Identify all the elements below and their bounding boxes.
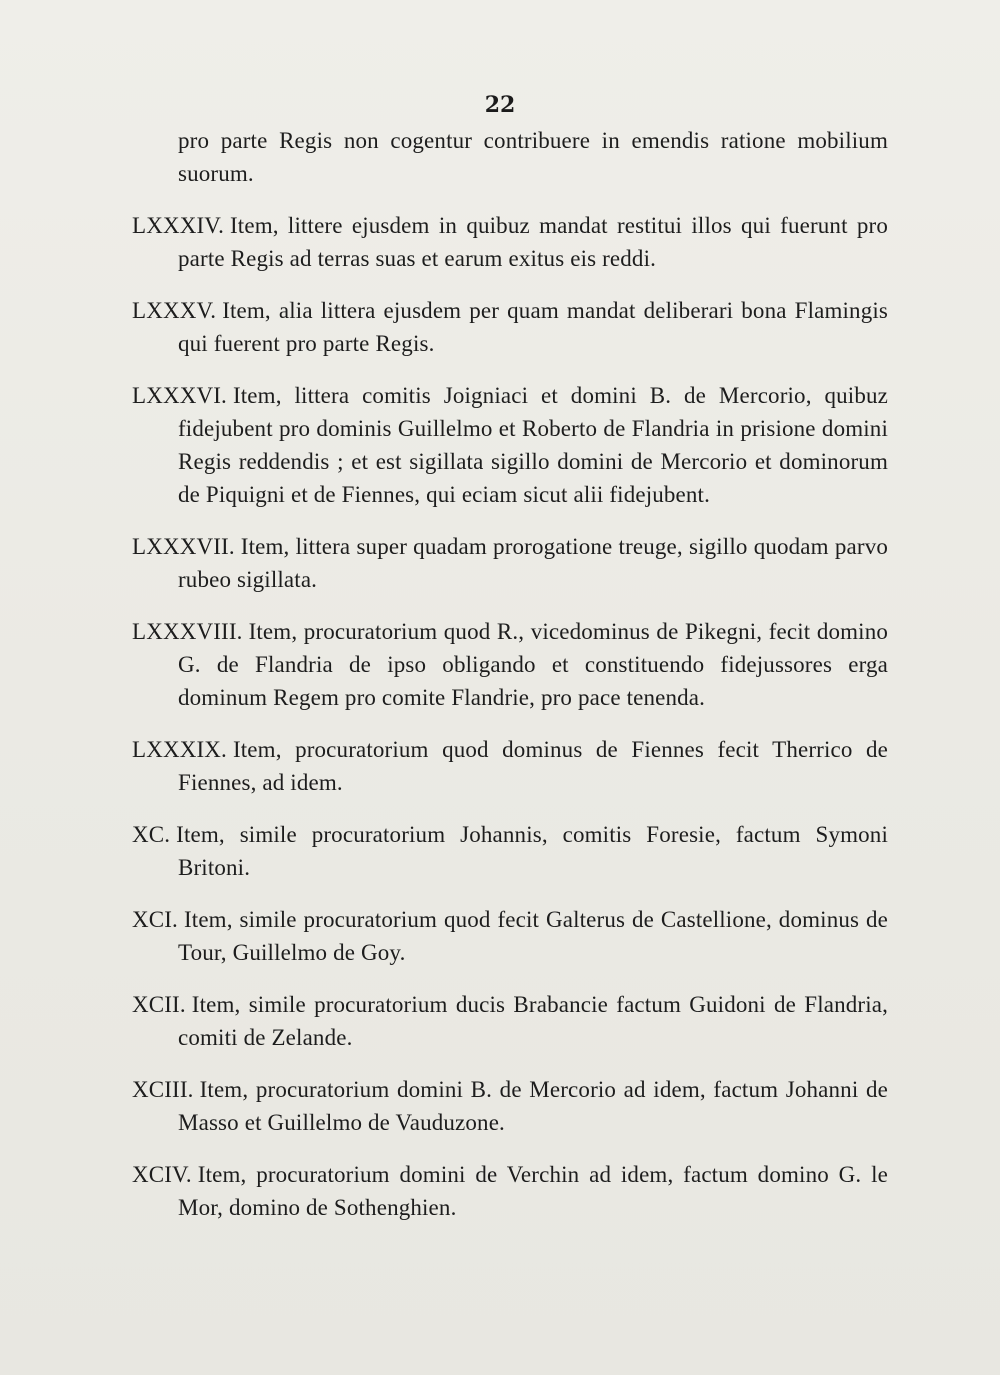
entry-lxxxvi — [132, 379, 888, 511]
entry-lxxxviii — [132, 615, 888, 714]
entry-xciii — [132, 1073, 888, 1139]
entry-numeral: XCII. — [132, 992, 186, 1017]
entry-lxxxv — [132, 294, 888, 360]
entry-numeral: LXXXV. — [132, 298, 217, 323]
entry-numeral: LXXXIX. — [132, 737, 227, 762]
entry-xciv — [132, 1158, 888, 1224]
entry-text: Item, procuratorium domini B. de Mercorio ad idem, factum Johanni de Masso et Guillelmo de Vauduzone. — [178, 1077, 888, 1135]
entry-text: Item, littera comitis Joigniaci et domini B. de Mercorio, quibuz fidejubent pro dominis Guillelmo et Roberto de Flandria in prisione domini Regis reddendis ; et est sigillata sigillo domini de Mercorio et dominorum de Piquigni et de Fiennes, qui eciam sicut alii fidejubent. — [178, 383, 888, 507]
entry-lxxxvii — [132, 530, 888, 596]
entry-lxxxix — [132, 733, 888, 799]
text-column — [132, 124, 888, 1243]
entry-numeral: XCIII. — [132, 1077, 194, 1102]
continuation-text: pro parte Regis non cogentur contribuere in emendis ratione mobilium suorum. — [178, 128, 888, 186]
continuation-paragraph — [132, 124, 888, 190]
entry-numeral: XC. — [132, 822, 171, 847]
entry-text: Item, simile procuratorium ducis Brabancie factum Guidoni de Flandria, comiti de Zelande. — [178, 992, 888, 1050]
entry-text: Item, procuratorium quod R., vicedominus de Pikegni, fecit domino G. de Flandria de ipso obligando et constituendo fidejussores erga dominum Regem pro comite Flandrie, pro pace tenenda. — [178, 619, 888, 710]
entry-text: Item, simile procuratorium Johannis, comitis Foresie, factum Symoni Britoni. — [176, 822, 888, 880]
entry-numeral: LXXXVIII. — [132, 619, 243, 644]
entry-lxxxiv — [132, 209, 888, 275]
entry-xcii — [132, 988, 888, 1054]
entry-text: Item, littera super quadam prorogatione treuge, sigillo quodam parvo rubeo sigillata. — [178, 534, 888, 592]
entry-numeral: XCI. — [132, 907, 178, 932]
entry-text: Item, procuratorium domini de Verchin ad idem, factum domino G. le Mor, domino de Sothenghien. — [178, 1162, 888, 1220]
entry-xc — [132, 818, 888, 884]
entry-text: Item, littere ejusdem in quibuz mandat restitui illos qui fuerunt pro parte Regis ad terras suas et earum exitus eis reddi. — [178, 213, 888, 271]
entry-text: Item, alia littera ejusdem per quam mandat deliberari bona Flamingis qui fuerent pro parte Regis. — [178, 298, 888, 356]
entry-xci — [132, 903, 888, 969]
entry-text: Item, procuratorium quod dominus de Fiennes fecit Therrico de Fiennes, ad idem. — [178, 737, 888, 795]
page-number: 22 — [484, 92, 516, 118]
entry-text: Item, simile procuratorium quod fecit Galterus de Castellione, dominus de Tour, Guillelmo de Goy. — [178, 907, 888, 965]
entry-numeral: LXXXIV. — [132, 213, 224, 238]
entry-numeral: LXXXVI. — [132, 383, 227, 408]
entry-numeral: XCIV. — [132, 1162, 192, 1187]
entry-numeral: LXXXVII. — [132, 534, 235, 559]
